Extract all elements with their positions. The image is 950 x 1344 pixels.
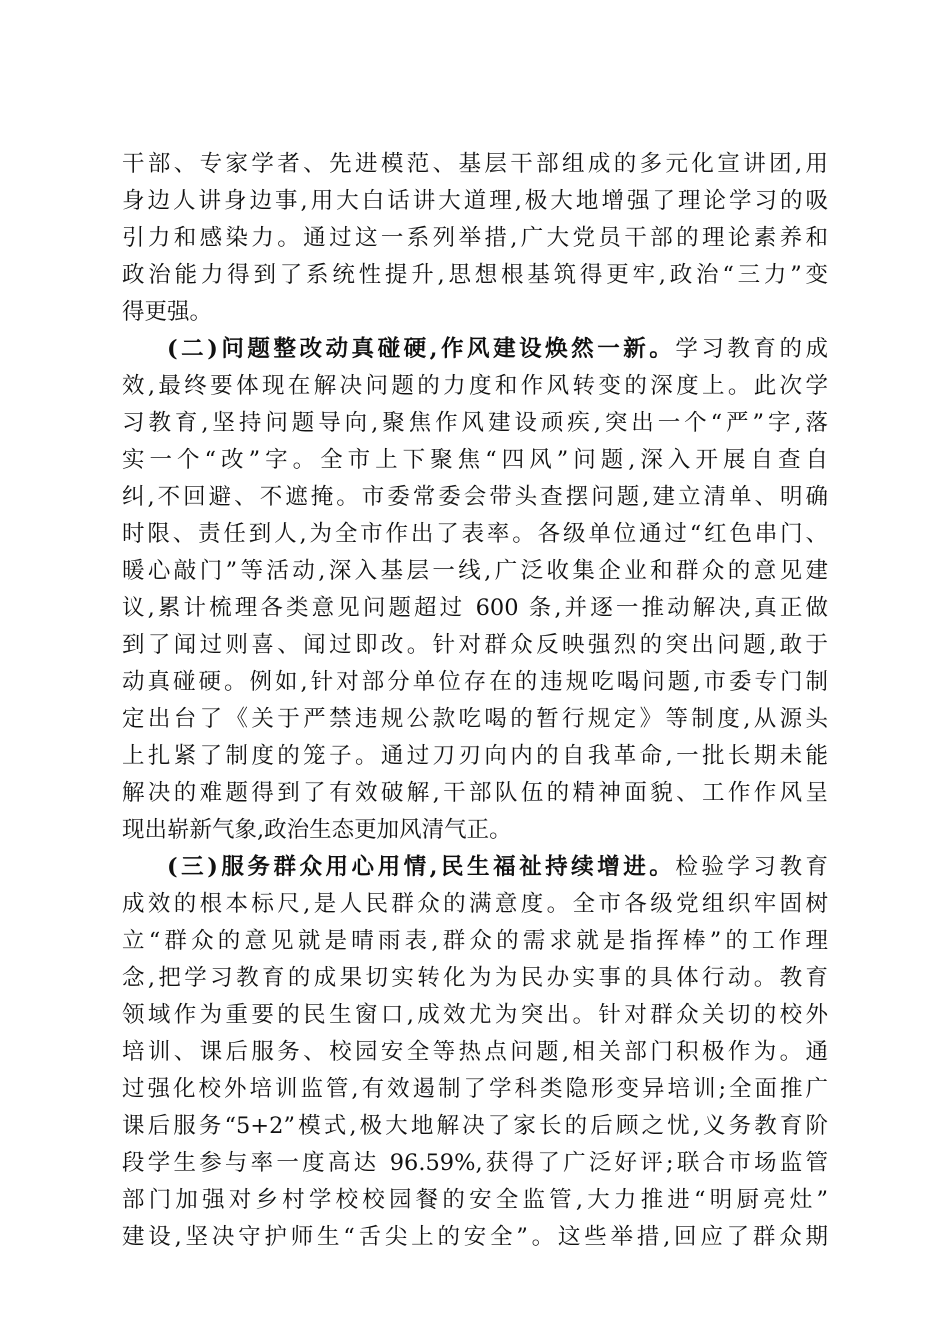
- body-text: [122, 146, 828, 1256]
- paragraph-2-line-13: 现出崭新气象,政治生态更加风清气正。: [122, 817, 512, 843]
- paragraph-3-line-2: 立“群众的意见就是晴雨表,群众的需求就是指挥棒”的工作理: [122, 928, 828, 954]
- paragraph-3-line-6: 过强化校外培训监管,有效遏制了学科类隐形变异培训;全面推广: [122, 1076, 828, 1102]
- paragraph-2-line-6: 暖心敲门”等活动,深入基层一线,广泛收集企业和群众的意见建: [122, 558, 828, 584]
- paragraph-3-line-4: 领域作为重要的民生窗口,成效尤为突出。针对群众关切的校外: [122, 1002, 828, 1028]
- paragraph-3-line-1: 成效的根本标尺,是人民群众的满意度。全市各级党组织牢固树: [122, 891, 828, 917]
- paragraph-2-line-9: 动真碰硬。例如,针对部分单位存在的违规吃喝问题,市委专门制: [122, 669, 828, 695]
- paragraph-2-line-12: 解决的难题得到了有效破解,干部队伍的精神面貌、工作作风呈: [122, 780, 828, 806]
- paragraph-2-line-10: 定出台了《关于严禁违规公款吃喝的暂行规定》等制度,从源头: [122, 706, 828, 732]
- paragraph-1-line-4: 政治能力得到了系统性提升,思想根基筑得更牢,政治“三力”变: [122, 262, 828, 288]
- paragraph-1-line-1: 干部、专家学者、先进模范、基层干部组成的多元化宣讲团,用: [122, 151, 828, 177]
- paragraph-2-line-4: 纠,不回避、不遮掩。市委常委会带头查摆问题,建立清单、明确: [122, 484, 828, 510]
- paragraph-2-line-8: 到了闻过则喜、闻过即改。针对群众反映强烈的突出问题,敢于: [122, 632, 828, 658]
- paragraph-1-line-5: 得更强。: [122, 299, 213, 325]
- paragraph-3-line-7: 课后服务“5+2”模式,极大地解决了家长的后顾之忧,义务教育阶: [122, 1113, 828, 1139]
- paragraph-2-line-3: 实一个“改”字。全市上下聚焦“四风”问题,深入开展自查自: [122, 447, 828, 473]
- paragraph-3-line-8: 段学生参与率一度高达 96.59%,获得了广泛好评;联合市场监管: [122, 1150, 828, 1176]
- section-heading-2: (二)问题整改动真碰硬,作风建设焕然一新。: [167, 336, 676, 362]
- paragraph-2-line-5: 时限、责任到人,为全市作出了表率。各级单位通过“红色串门、: [122, 521, 828, 547]
- paragraph-2-first-line: [122, 331, 828, 368]
- paragraph-3-line-9: 部门加强对乡村学校校园餐的安全监管,大力推进“明厨亮灶”: [122, 1187, 828, 1213]
- paragraph-3-first-line: [122, 849, 828, 886]
- paragraph-3-line-3: 念,把学习教育的成果切实转化为为民办实事的具体行动。教育: [122, 965, 828, 991]
- paragraph-2-line-7: 议,累计梳理各类意见问题超过 600 条,并逐一推动解决,真正做: [122, 595, 828, 621]
- paragraph-2-heading-rest: 学习教育的成: [675, 336, 828, 362]
- paragraph-3-line-10: 建设,坚决守护师生“舌尖上的安全”。这些举措,回应了群众期: [122, 1224, 828, 1250]
- paragraph-2-line-1: 效,最终要体现在解决问题的力度和作风转变的深度上。此次学: [122, 373, 828, 399]
- paragraph-1-line-2: 身边人讲身边事,用大白话讲大道理,极大地增强了理论学习的吸: [122, 188, 828, 214]
- paragraph-3-heading-rest: 检验学习教育: [675, 854, 828, 880]
- paragraph-2-line-11: 上扎紧了制度的笼子。通过刀刃向内的自我革命,一批长期未能: [122, 743, 828, 769]
- paragraph-2-line-2: 习教育,坚持问题导向,聚焦作风建设顽疾,突出一个“严”字,落: [122, 410, 828, 436]
- paragraph-1-line-3: 引力和感染力。通过这一系列举措,广大党员干部的理论素养和: [122, 225, 828, 251]
- paragraph-3-line-5: 培训、课后服务、校园安全等热点问题,相关部门积极作为。通: [122, 1039, 828, 1065]
- section-heading-3: (三)服务群众用心用情,民生福祉持续增进。: [167, 854, 676, 880]
